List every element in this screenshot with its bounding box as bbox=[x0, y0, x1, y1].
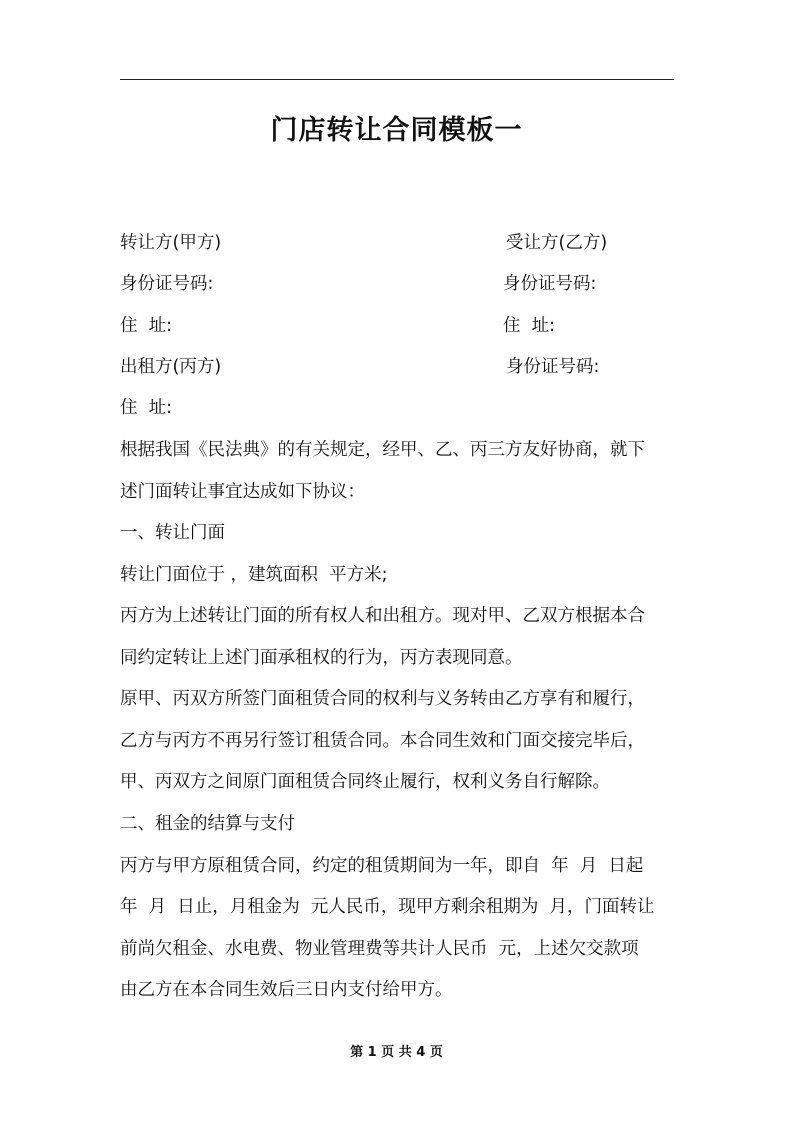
lessor-address-label: 住 址: bbox=[120, 398, 173, 418]
page-footer: 第 1 页 共 4 页 bbox=[350, 1045, 443, 1060]
body-line: 由乙方在本合同生效后三日内支付给甲方。 bbox=[120, 980, 453, 1000]
section-heading: 一、转让门面 bbox=[120, 523, 225, 543]
party-row-3 bbox=[120, 311, 680, 341]
body-line: 甲、丙双方之间原门面租赁合同终止履行，权利义务自行解除。 bbox=[120, 772, 610, 792]
transferee-label: 受让方(乙方) bbox=[506, 233, 608, 253]
body-line: 乙方与丙方不再另行签订租赁合同。本合同生效和门面交接完毕后， bbox=[120, 731, 645, 751]
body-line: 根据我国《民法典》的有关规定，经甲、乙、丙三方友好协商，就下 bbox=[120, 440, 645, 460]
body-line: 丙方为上述转让门面的所有权人和出租方。现对甲、乙双方根据本合 bbox=[120, 606, 645, 626]
document-title: 门店转让合同模板一 bbox=[270, 115, 523, 146]
party-row-4 bbox=[120, 352, 680, 382]
body-line: 年 月 日止，月租金为 元人民币，现甲方剩余租期为 月，门面转让 bbox=[120, 897, 655, 917]
body-line: 同约定转让上述门面承租权的行为，丙方表现同意。 bbox=[120, 648, 523, 668]
transferee-id-label: 身份证号码: bbox=[503, 274, 597, 294]
transferee-address-label: 住 址: bbox=[503, 316, 556, 336]
transferor-label: 转让方(甲方) bbox=[120, 233, 222, 253]
body-line: 丙方与甲方原租赁合同，约定的租赁期间为一年，即自 年 月 日起 bbox=[120, 856, 644, 876]
body-line: 原甲、丙双方所签门面租赁合同的权利与义务转由乙方享有和履行， bbox=[120, 689, 645, 709]
transferor-address-label: 住 址: bbox=[120, 316, 173, 336]
body-line: 前尚欠租金、水电费、物业管理费等共计人民币 元，上述欠交款项 bbox=[120, 939, 639, 959]
lessor-id-label: 身份证号码: bbox=[506, 357, 600, 377]
header-rule bbox=[120, 79, 674, 80]
lessor-label: 出租方(丙方) bbox=[120, 357, 222, 377]
section-heading: 二、租金的结算与支付 bbox=[120, 814, 295, 834]
body-line: 述门面转让事宜达成如下协议： bbox=[120, 482, 365, 502]
party-row-2 bbox=[120, 269, 680, 299]
body-line: 转让门面位于 ，建筑面积 平方米; bbox=[120, 565, 388, 585]
party-row-5 bbox=[120, 393, 680, 423]
transferor-id-label: 身份证号码: bbox=[120, 274, 214, 294]
party-row-1 bbox=[120, 228, 680, 258]
